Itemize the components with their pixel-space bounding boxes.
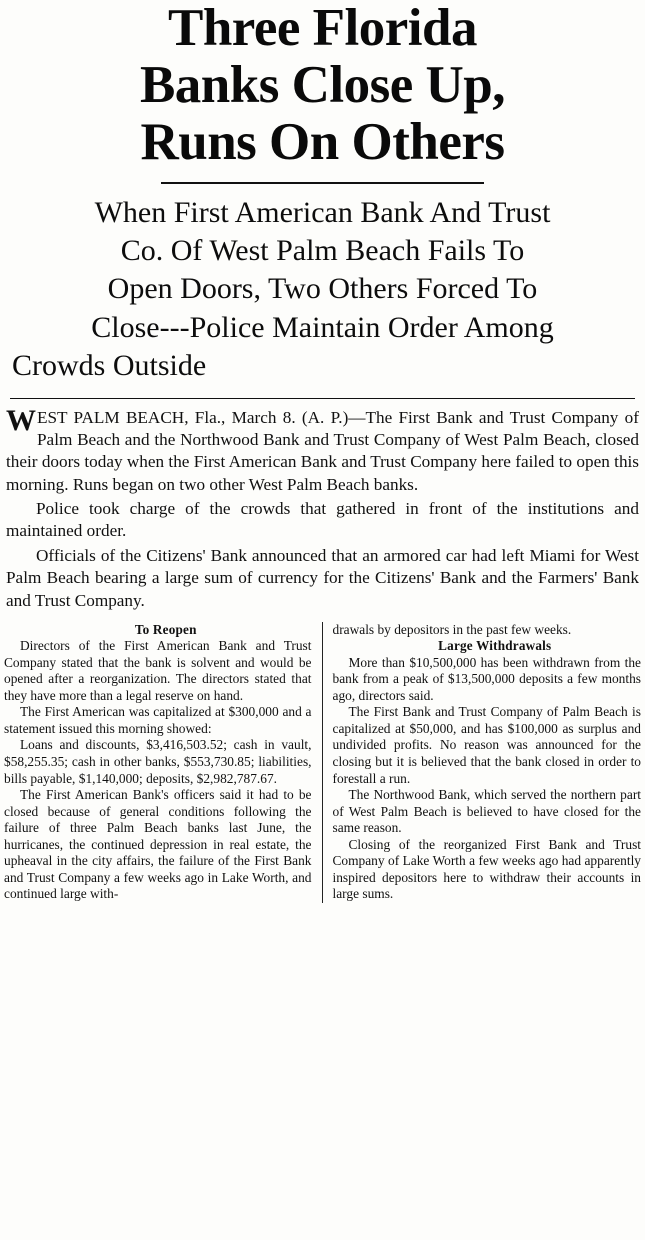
deck-line-1: When First American Bank And Trust — [94, 195, 551, 229]
deck-line-5: Crowds Outside — [12, 349, 207, 383]
headline-line-3: Runs On Others — [140, 113, 505, 172]
left-paragraph-1: Directors of the First American Bank and Trust Company stated that the bank is solvent and would be opened after a reorganization. The directors stated that they have more than a legal reserve on hand. — [4, 638, 312, 703]
drop-cap: W — [6, 403, 36, 437]
subheadline-deck — [0, 194, 645, 386]
headline-line-1: Three Florida — [167, 0, 477, 57]
deck-line-3: Open Doors, Two Others Forced To — [107, 272, 538, 306]
headline-line-2: Banks Close Up, — [139, 56, 506, 115]
headline-divider — [161, 182, 484, 184]
lead-paragraph-1-text: EST PALM BEACH, Fla., March 8. (A. P.)—The First Bank and Trust Company of Palm Beach and the Northwood Bank and Trust Company of West Palm Beach, closed their doors today when the First American Bank and Trust Company here failed to open this morning. Runs began on two other West Palm Beach banks. — [6, 407, 639, 494]
left-paragraph-2: The First American was capitalized at $300,000 and a statement issued this morning showed: — [4, 704, 312, 736]
headline — [0, 0, 645, 172]
deck-line-2: Co. Of West Palm Beach Fails To — [120, 234, 525, 268]
subhead-large-withdrawals: Large Withdrawals — [438, 638, 552, 654]
column-left — [4, 622, 323, 903]
deck-line-4: Close---Police Maintain Order Among — [91, 310, 554, 344]
column-right — [323, 622, 642, 903]
right-paragraph-2: The First Bank and Trust Company of Palm Beach is capitalized at $50,000, and has $100,000 as surplus and undivided profits. No reason was announced for the closing but it is believed that the bank closed in order to forestall a run. — [332, 704, 641, 786]
left-paragraph-4: The First American Bank's officers said it had to be closed because of general conditions following the failure of three Palm Beach banks last June, the hurricanes, the continued depression in real estate, the upheaval in the city affairs, the failure of the First Bank and Trust Company a few weeks ago in Lake Worth, and continued large with- — [4, 787, 312, 902]
lead-paragraph-2: Police took charge of the crowds that gathered in front of the institutions and maintained order. — [6, 499, 639, 541]
deck-divider — [10, 398, 636, 399]
lead-paragraph-3: Officials of the Citizens' Bank announced that an armored car had left Miami for West Palm Beach bearing a large sum of currency for the Citizens' Bank and the Farmers' Bank and Trust Company. — [6, 545, 639, 610]
right-paragraph-3: The Northwood Bank, which served the northern part of West Palm Beach is believed to have closed for the same reason. — [332, 787, 641, 836]
lead-section — [0, 403, 645, 612]
subhead-to-reopen: To Reopen — [134, 621, 197, 637]
body-columns — [0, 622, 645, 903]
right-paragraph-1: More than $10,500,000 has been withdrawn from the bank from a peak of $13,500,000 deposits a few months ago, directors said. — [332, 654, 641, 703]
right-paragraph-4: Closing of the reorganized First Bank and Trust Company of Lake Worth a few weeks ago had apparently inspired depositors here to withdraw their accounts in large sums. — [332, 836, 641, 902]
lead-paragraph-1 — [6, 403, 639, 496]
right-lead-fragment: drawals by depositors in the past few weeks. — [332, 621, 572, 637]
left-paragraph-3: Loans and discounts, $3,416,503.52; cash in vault, $58,255.35; cash in other banks, $553,730.85; liabilities, bills payable, $1,140,000; deposits, $2,982,787.67. — [4, 737, 312, 786]
